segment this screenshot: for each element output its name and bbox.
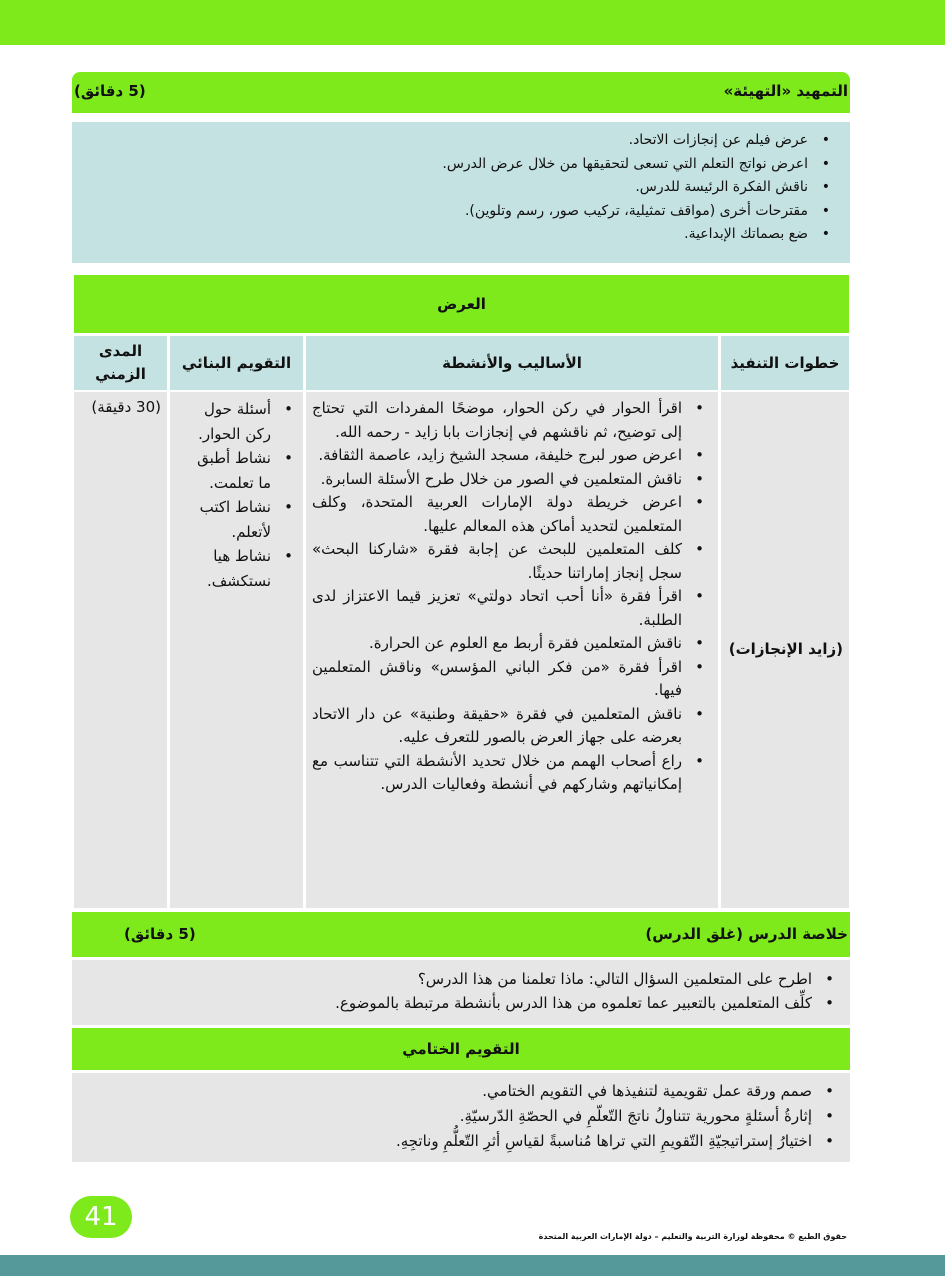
- list-item: • اعرض خريطة دولة الإمارات العربية المتحدة، وكلف المتعلمين لتحديد أماكن هذه المعالم عليها.: [312, 491, 710, 538]
- presentation-table: [72, 272, 851, 911]
- list-item: • مقترحات أخرى (مواقف تمثيلية، تركيب صور، رسم وتلوين).: [72, 200, 836, 224]
- step-cell: [721, 392, 849, 908]
- summary-duration: (5 دقائق): [124, 925, 196, 943]
- list-item: • نشاط هيا نستكشف.: [190, 544, 299, 593]
- list-item: • ناقش المتعلمين فقرة أربط مع العلوم عن الحرارة.: [312, 632, 710, 656]
- summary-header: [72, 912, 850, 957]
- list-item: • راع أصحاب الهمم من خلال تحديد الأنشطة التي تتناسب مع إمكانياتهم وشاركهم في أنشطة وفعاليات الدرس.: [312, 750, 710, 797]
- final-assessment-body: [72, 1073, 850, 1162]
- final-assessment-header: التقويم الختامي: [72, 1028, 850, 1070]
- intro-body: [72, 122, 850, 263]
- summary-title: خلاصة الدرس (غلق الدرس): [645, 925, 848, 943]
- list-item: • اقرأ الحوار في ركن الحوار، موضحًا المفردات التي تحتاج إلى توضيح، ثم ناقشهم في إنجازات بابا زايد - رحمه الله.: [312, 397, 710, 444]
- formative-cell: [170, 392, 303, 908]
- list-item: • ناقش المتعلمين في الصور من خلال طرح الأسئلة السابرة.: [312, 468, 710, 492]
- intro-title: التمهيد «التهيئة»: [723, 82, 848, 100]
- final-assessment-list: [72, 1079, 840, 1154]
- bottom-bar: [0, 1255, 945, 1276]
- page-number: 41: [70, 1196, 132, 1238]
- activities-list: [312, 397, 710, 797]
- intro-list: [72, 129, 836, 247]
- list-item: • كلف المتعلمين للبحث عن إجابة فقرة «شاركنا البحث» سجل إنجاز إماراتنا حديثًا.: [312, 538, 710, 585]
- list-item: • اعرض نواتج التعلم التي تسعى لتحقيقها من خلال عرض الدرس.: [72, 153, 836, 177]
- duration-cell: [74, 392, 167, 908]
- header-duration: المدى الزمني: [74, 336, 167, 390]
- header-formative: التقويم البنائي: [170, 336, 303, 390]
- summary-body: [72, 960, 850, 1025]
- header-activities: الأساليب والأنشطة: [306, 336, 718, 390]
- formative-list: [190, 397, 299, 593]
- summary-list: [72, 968, 840, 1015]
- list-item: • كلِّف المتعلمين بالتعبير عما تعلموه من هذا الدرس بأنشطة مرتبطة بالموضوع.: [72, 992, 840, 1016]
- list-item: • نشاط اكتب لأتعلم.: [190, 495, 299, 544]
- presentation-title: العرض: [74, 275, 849, 333]
- duration-value: (30 دقيقة): [91, 398, 161, 416]
- list-item: • عرض فيلم عن إنجازات الاتحاد.: [72, 129, 836, 153]
- top-bar: [0, 0, 945, 45]
- list-item: • اختيارُ إستراتيجيّةِ التّقويمِ التي تراها مُناسبةً لقياسِ أثرِ التّعلُّمِ وناتجِهِ.: [72, 1129, 840, 1154]
- list-item: • إثارةُ أسئلةٍ محورية تتناولُ ناتجَ التّعلّمِ في الحصّةِ الدّرسيّةِ.: [72, 1104, 840, 1129]
- list-item: • اقرأ فقرة «من فكر الباني المؤسس» وناقش المتعلمين فيها.: [312, 656, 710, 703]
- activities-cell: [306, 392, 718, 908]
- list-item: • صمم ورقة عمل تقويمية لتنفيذها في التقويم الختامي.: [72, 1079, 840, 1104]
- list-item: • اعرض صور لبرج خليفة، مسجد الشيخ زايد، عاصمة الثقافة.: [312, 444, 710, 468]
- intro-duration: (5 دقائق): [74, 82, 146, 100]
- list-item: • ضع بصماتك الإبداعية.: [72, 223, 836, 247]
- list-item: • ناقش المتعلمين في فقرة «حقيقة وطنية» عن دار الاتحاد بعرضه على جهاز العرض بالصور للتعرف عليه.: [312, 703, 710, 750]
- header-steps: خطوات التنفيذ: [721, 336, 849, 390]
- list-item: • نشاط أطبق ما تعلمت.: [190, 446, 299, 495]
- intro-header: [72, 72, 850, 113]
- list-item: • اقرأ فقرة «أنا أحب اتحاد دولتي» تعزيز قيما الاعتزاز لدى الطلبة.: [312, 585, 710, 632]
- list-item: • أسئلة حول ركن الحوار.: [190, 397, 299, 446]
- list-item: • اطرح على المتعلمين السؤال التالي: ماذا تعلمنا من هذا الدرس؟: [72, 968, 840, 992]
- list-item: • ناقش الفكرة الرئيسة للدرس.: [72, 176, 836, 200]
- step-label: (زايد الإنجازات): [728, 640, 843, 658]
- copyright-text: حقوق الطبع © محفوظة لوزارة التربية والتعليم – دولة الإمارات العربية المتحدة: [538, 1232, 847, 1241]
